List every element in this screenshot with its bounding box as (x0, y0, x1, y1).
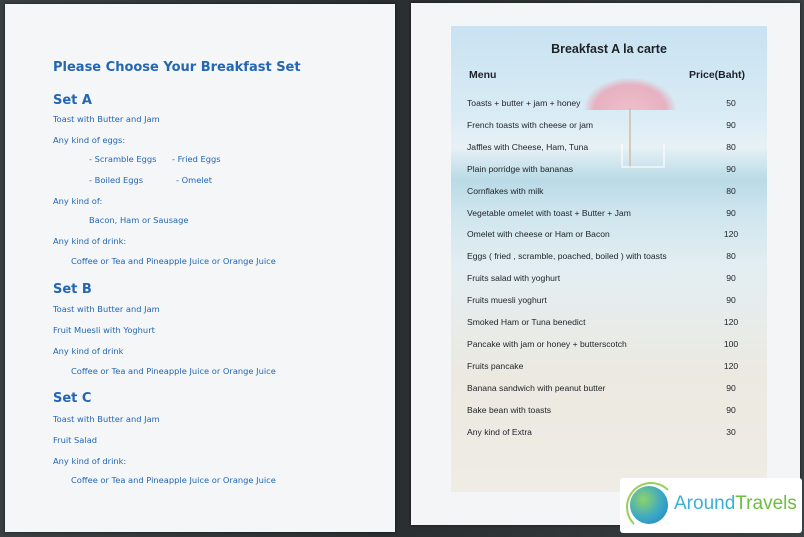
set-a-egg-scramble: - Scramble Eggs (89, 154, 157, 164)
beach-umbrella-illustration (584, 78, 676, 110)
logo-wordmark (674, 493, 797, 515)
set-a-drink-label: Any kind of drink: (53, 236, 127, 246)
set-a-egg-omelet: - Omelet (176, 175, 213, 185)
menu-item-name: Any kind of Extra (467, 426, 532, 437)
menu-item-name: Plain porridge with bananas (467, 163, 574, 174)
menu-item-name: Pancake with jam or honey + butterscotch (467, 338, 627, 349)
a-la-carte-card (451, 26, 767, 492)
menu-column-header: Menu (469, 69, 497, 81)
set-a-toast: Toast with Butter and Jam (53, 114, 160, 124)
menu-item-price: 50 (726, 98, 736, 108)
menu-item-name: Jaffles with Cheese, Ham, Tuna (467, 141, 589, 152)
aroundtravels-logo (620, 478, 802, 533)
set-a-meat-label: Any kind of: (53, 196, 103, 206)
logo-word-around: Around (674, 493, 736, 514)
set-a-egg-boiled: - Boiled Eggs (89, 175, 144, 185)
menu-item-price: 90 (726, 295, 736, 306)
set-a-drink: Coffee or Tea and Pineapple Juice or Orange Juice (71, 256, 276, 266)
set-c-drink-label: Any kind of drink: (53, 456, 127, 466)
menu-item-name: Cornflakes with milk (467, 185, 544, 196)
menu-item-name: Smoked Ham or Tuna benedict (467, 317, 586, 327)
menu-item-price: 120 (723, 360, 739, 371)
set-a-heading: Set A (53, 93, 92, 108)
sets-title: Please Choose Your Breakfast Set (53, 60, 301, 75)
menu-item-name: Banana sandwich with peanut butter (467, 382, 606, 393)
menu-item-name: Bake bean with toasts (467, 404, 552, 415)
set-c-drink: Coffee or Tea and Pineapple Juice or Orange Juice (71, 475, 276, 485)
menu-item-price: 80 (726, 251, 736, 262)
set-c-toast: Toast with Butter and Jam (53, 414, 160, 424)
set-b-muesli: Fruit Muesli with Yoghurt (53, 325, 155, 335)
menu-item-price: 90 (726, 163, 736, 174)
menu-item-name: Fruits salad with yoghurt (467, 273, 561, 284)
beach-chair-illustration (621, 144, 665, 168)
set-b-drink-label: Any kind of drink (53, 346, 124, 356)
a-la-carte-title: Breakfast A la carte (551, 42, 667, 56)
menu-item-price: 90 (726, 273, 736, 284)
globe-icon (630, 486, 668, 524)
menu-item-price: 100 (723, 338, 739, 349)
menu-item-name: Vegetable omelet with toast + Butter + Jam (467, 207, 631, 218)
breakfast-set-sheet (5, 4, 395, 532)
set-b-heading: Set B (53, 282, 92, 297)
set-c-heading: Set C (53, 391, 92, 406)
menu-item-price: 90 (726, 404, 736, 415)
menu-item-price: 90 (726, 207, 736, 218)
set-c-salad: Fruit Salad (53, 435, 98, 445)
menu-item-name: Eggs ( fried , scramble, poached, boiled ) with toasts (467, 251, 667, 262)
menu-item-name: Toasts + butter + jam + honey (467, 98, 581, 108)
menu-item-name: Fruits muesli yoghurt (467, 295, 547, 306)
menu-item-name: Omelet with cheese or Ham or Bacon (467, 229, 610, 240)
a-la-carte-sheet (411, 3, 800, 525)
menu-item-name: French toasts with cheese or jam (467, 119, 594, 130)
menu-item-price: 80 (726, 185, 736, 196)
menu-item-price: 90 (726, 119, 736, 130)
menu-item-price: 80 (726, 141, 736, 152)
set-a-eggs-label: Any kind of eggs: (53, 135, 126, 145)
logo-word-travels: Travels (735, 493, 797, 514)
menu-item-price: 120 (723, 317, 739, 327)
set-a-egg-fried: - Fried Eggs (172, 154, 221, 164)
menu-item-price: 30 (726, 426, 736, 437)
menu-item-price: 120 (723, 229, 739, 240)
set-b-toast: Toast with Butter and Jam (53, 304, 160, 314)
set-b-drink: Coffee or Tea and Pineapple Juice or Orange Juice (71, 366, 276, 376)
menu-item-price: 90 (726, 382, 736, 393)
price-column-header: Price(Baht) (689, 69, 746, 81)
menu-item-name: Fruits pancake (467, 360, 524, 371)
set-a-meat: Bacon, Ham or Sausage (89, 215, 189, 225)
